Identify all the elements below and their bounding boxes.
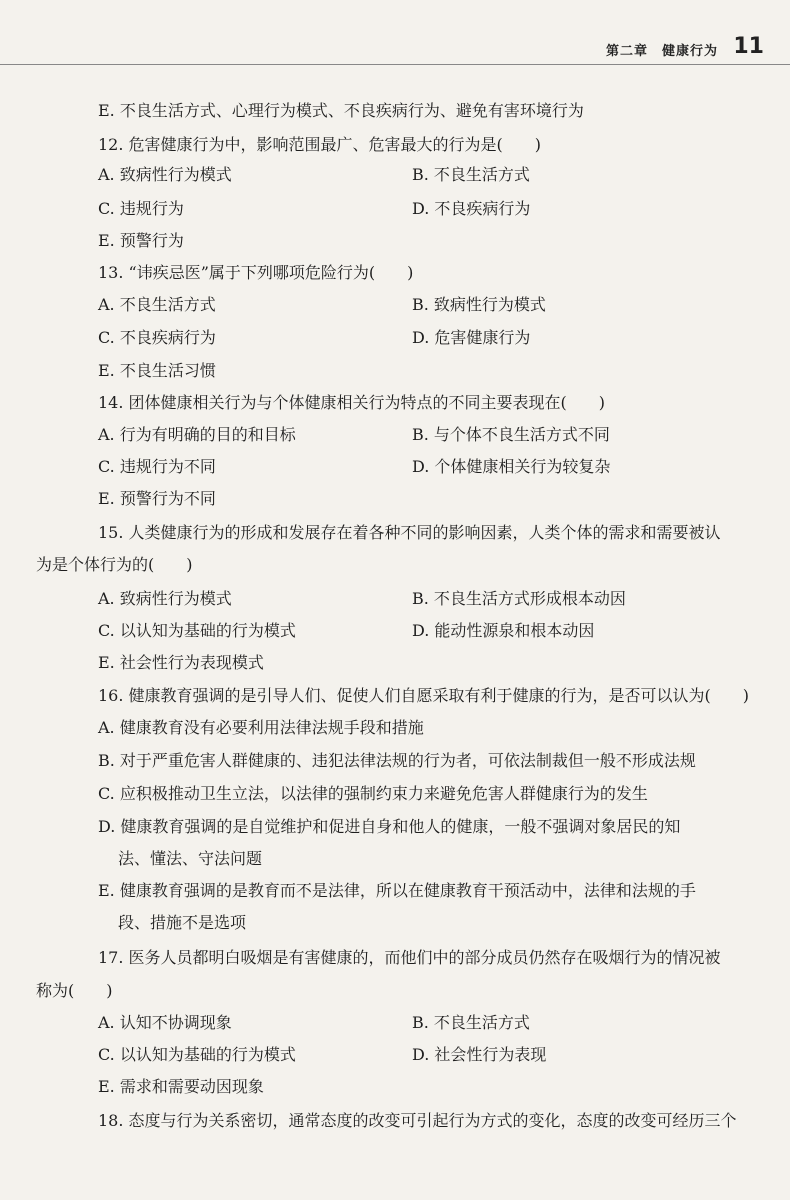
q17-option-e: E. 需求和需要动因现象	[98, 1077, 264, 1096]
chapter-title: 第二章 健康行为	[605, 44, 718, 59]
q12-option-d: D. 不良疾病行为	[412, 199, 531, 218]
q16-option-a: A. 健康教育没有必要利用法律法规手段和措施	[98, 718, 424, 737]
q14-option-c: C. 违规行为不同	[98, 457, 216, 476]
q13-option-e: E. 不良生活习惯	[98, 361, 216, 380]
q13-stem: 13. “讳疾忌医”属于下列哪项危险行为( )	[98, 263, 414, 282]
q12-option-c: C. 违规行为	[98, 199, 184, 218]
q14-option-e: E. 预警行为不同	[98, 489, 216, 508]
q14-option-b: B. 与个体不良生活方式不同	[412, 425, 610, 444]
q16-option-d-line1: D. 健康教育强调的是自觉维护和促进自身和他人的健康，一般不强调对象居民的知	[98, 817, 681, 836]
q16-option-c: C. 应积极推动卫生立法，以法律的强制约束力来避免危害人群健康行为的发生	[98, 784, 648, 803]
q17-option-c: C. 以认知为基础的行为模式	[98, 1045, 296, 1064]
q13-option-d: D. 危害健康行为	[412, 328, 531, 347]
q15-option-b: B. 不良生活方式形成根本动因	[412, 589, 626, 608]
q17-stem-line2: 称为( )	[36, 981, 113, 1000]
q15-stem-line2: 为是个体行为的( )	[36, 555, 193, 574]
q12-option-a: A. 致病性行为模式	[98, 165, 232, 184]
q16-stem: 16. 健康教育强调的是引导人们、促使人们自愿采取有利于健康的行为，是否可以认为( )	[98, 686, 750, 705]
q12-option-b: B. 不良生活方式	[412, 165, 530, 184]
q14-option-d: D. 个体健康相关行为较复杂	[412, 457, 611, 476]
q12-stem: 12. 危害健康行为中，影响范围最广、危害最大的行为是( )	[98, 135, 542, 154]
q11-option-e: E. 不良生活方式、心理行为模式、不良疾病行为、避免有害环境行为	[98, 101, 584, 120]
q12-option-e: E. 预警行为	[98, 231, 184, 250]
q16-option-e-line1: E. 健康教育强调的是教育而不是法律，所以在健康教育干预活动中，法律和法规的手	[98, 881, 696, 900]
q15-option-d: D. 能动性源泉和根本动因	[412, 621, 595, 640]
q13-option-b: B. 致病性行为模式	[412, 295, 546, 314]
q15-option-a: A. 致病性行为模式	[98, 589, 232, 608]
q16-option-e-line2: 段、措施不是选项	[118, 913, 247, 932]
q13-option-a: A. 不良生活方式	[98, 295, 216, 314]
q14-stem: 14. 团体健康相关行为与个体健康相关行为特点的不同主要表现在( )	[98, 393, 606, 412]
q15-option-e: E. 社会性行为表现模式	[98, 653, 264, 672]
q17-option-b: B. 不良生活方式	[412, 1013, 530, 1032]
page-number: 11	[733, 34, 764, 59]
q13-option-c: C. 不良疾病行为	[98, 328, 216, 347]
q16-option-d-line2: 法、懂法、守法问题	[118, 849, 263, 868]
q18-stem-line1: 18. 态度与行为关系密切，通常态度的改变可引起行为方式的变化，态度的改变可经历三个	[98, 1111, 737, 1130]
q15-stem-line1: 15. 人类健康行为的形成和发展存在着各种不同的影响因素，人类个体的需求和需要被认	[98, 523, 721, 542]
q15-option-c: C. 以认知为基础的行为模式	[98, 621, 296, 640]
q17-stem-line1: 17. 医务人员都明白吸烟是有害健康的，而他们中的部分成员仍然存在吸烟行为的情况被	[98, 948, 721, 967]
q17-option-a: A. 认知不协调现象	[98, 1013, 232, 1032]
q17-option-d: D. 社会性行为表现	[412, 1045, 547, 1064]
q16-option-b: B. 对于严重危害人群健康的、违犯法律法规的行为者，可依法制裁但一般不形成法规	[98, 751, 696, 770]
q14-option-a: A. 行为有明确的目的和目标	[98, 425, 296, 444]
